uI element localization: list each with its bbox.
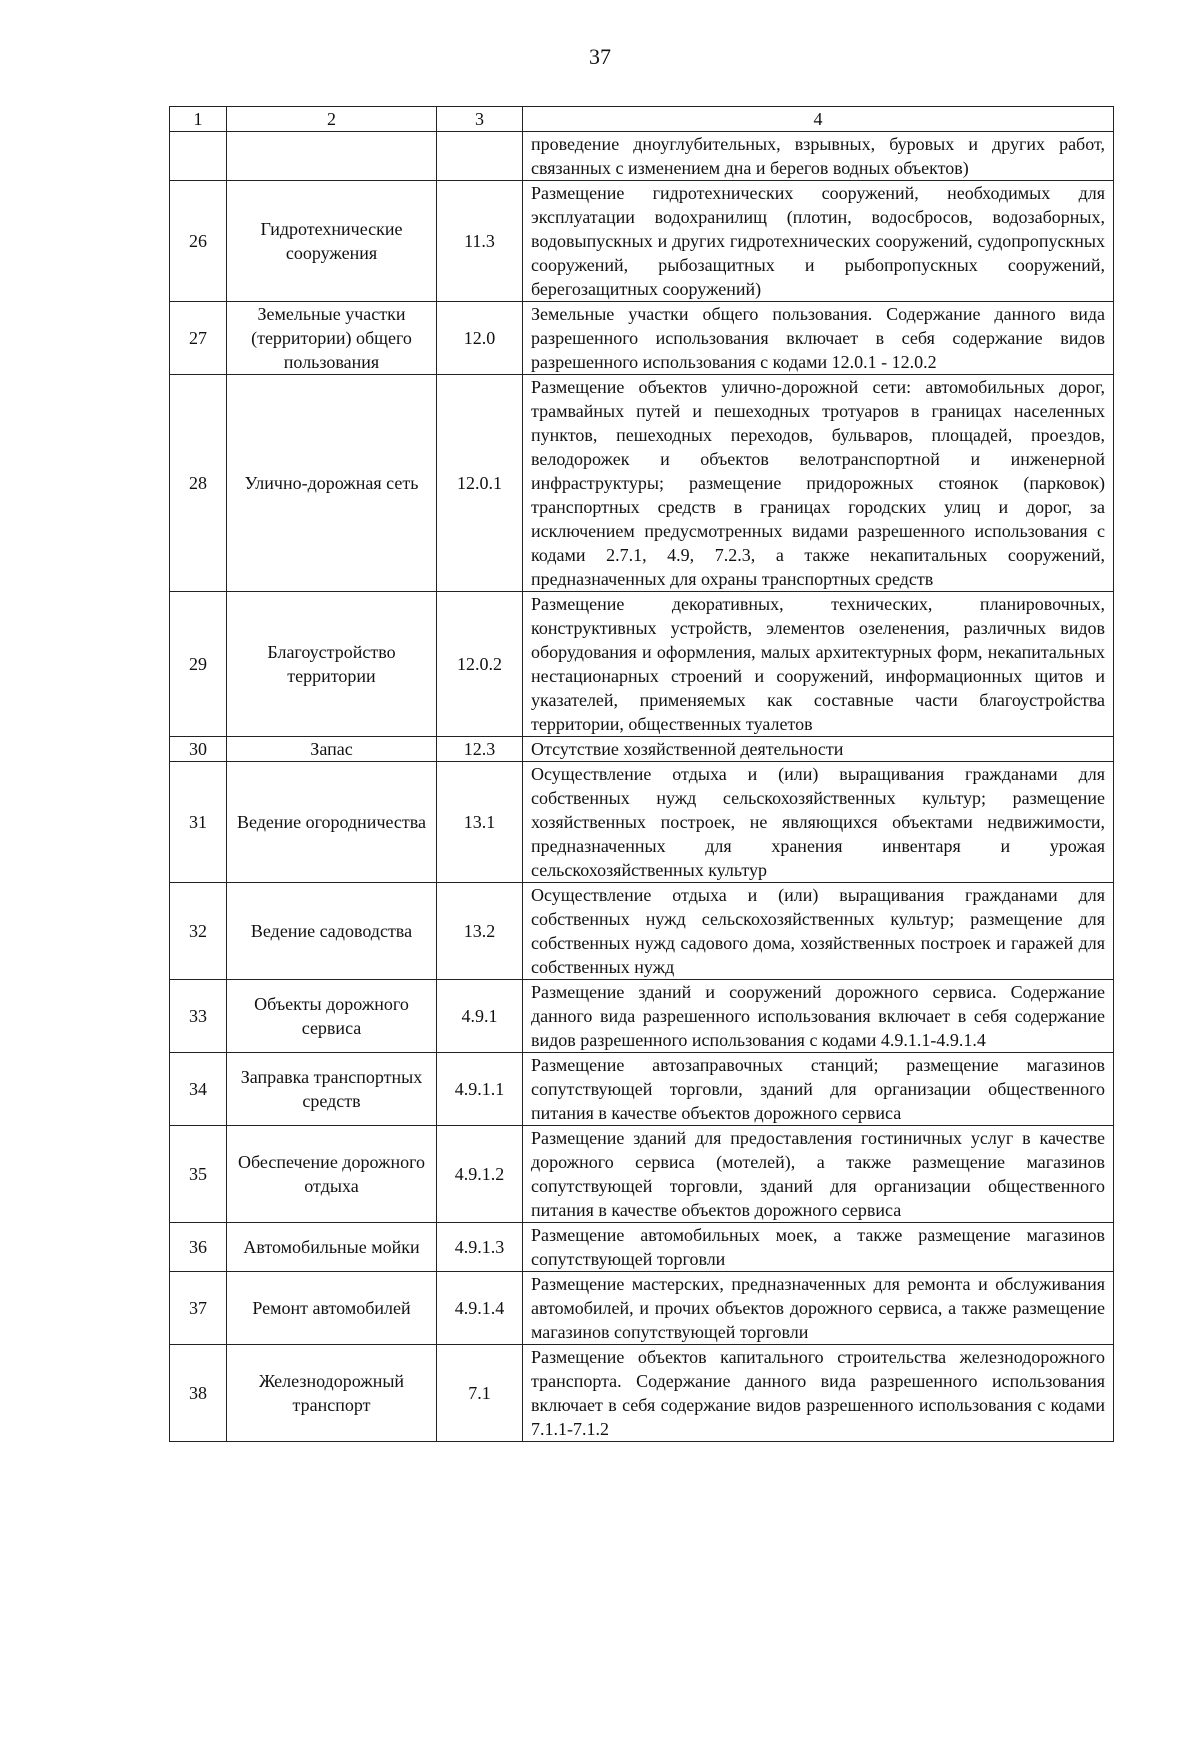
land-use-code-cell: 4.9.1.4 <box>437 1272 523 1345</box>
land-use-description-cell: Размещение зданий и сооружений дорожного сервиса. Содержание данного вида разрешенного использования включает в себя содержание видов разрешенного использования с кодами 4.9.1.1-4.9.1.4 <box>523 980 1114 1053</box>
land-use-name-cell: Автомобильные мойки <box>227 1223 437 1272</box>
land-use-name-cell: Гидротехнические сооружения <box>227 181 437 302</box>
row-number-cell: 33 <box>170 980 227 1053</box>
land-use-name-cell: Земельные участки (территории) общего пользования <box>227 302 437 375</box>
table-row <box>170 737 1114 762</box>
row-number-cell: 30 <box>170 737 227 762</box>
land-use-description-cell: Размещение зданий для предоставления гостиничных услуг в качестве дорожного сервиса (мотелей), а также размещение магазинов сопутствующей торговли, зданий для организации общественного питания в качестве объектов дорожного сервиса <box>523 1126 1114 1223</box>
land-use-code-cell: 13.2 <box>437 883 523 980</box>
land-use-name-cell <box>227 132 437 181</box>
land-use-description-cell: Размещение автозаправочных станций; размещение магазинов сопутствующей торговли, зданий для организации общественного питания в качестве объектов дорожного сервиса <box>523 1053 1114 1126</box>
row-number-cell <box>170 132 227 181</box>
land-use-code-cell: 12.0.1 <box>437 375 523 592</box>
land-use-description-cell: Размещение гидротехнических сооружений, необходимых для эксплуатации водохранилищ (плотин, водосбросов, водозаборных, водовыпускных и других гидротехнических сооружений, судопропускных сооружений, рыбозащитных и рыбопропускных сооружений, берегозащитных сооружений) <box>523 181 1114 302</box>
table-header-row <box>170 107 1114 132</box>
row-number-cell: 36 <box>170 1223 227 1272</box>
land-use-table <box>169 106 1114 1442</box>
land-use-code-cell: 11.3 <box>437 181 523 302</box>
land-use-code-cell: 4.9.1.2 <box>437 1126 523 1223</box>
land-use-description-cell: Осуществление отдыха и (или) выращивания гражданами для собственных нужд сельскохозяйственных культур; размещение для собственных нужд садового дома, хозяйственных построек и гаражей для собственных нужд <box>523 883 1114 980</box>
land-use-name-cell: Ведение огородничества <box>227 762 437 883</box>
column-header: 3 <box>437 107 523 132</box>
table-row <box>170 1345 1114 1442</box>
table-row <box>170 302 1114 375</box>
row-number-cell: 31 <box>170 762 227 883</box>
table-row <box>170 1272 1114 1345</box>
table-row <box>170 1223 1114 1272</box>
land-use-name-cell: Благоустройство территории <box>227 592 437 737</box>
land-use-code-cell: 4.9.1 <box>437 980 523 1053</box>
land-use-description-cell: Отсутствие хозяйственной деятельности <box>523 737 1114 762</box>
land-use-name-cell: Объекты дорожного сервиса <box>227 980 437 1053</box>
page-number: 37 <box>589 44 611 69</box>
row-number-cell: 32 <box>170 883 227 980</box>
land-use-code-cell: 7.1 <box>437 1345 523 1442</box>
table-row <box>170 980 1114 1053</box>
land-use-description-cell: проведение дноуглубительных, взрывных, буровых и других работ, связанных с изменением дна и берегов водных объектов) <box>523 132 1114 181</box>
row-number-cell: 35 <box>170 1126 227 1223</box>
land-use-name-cell: Железнодорожный транспорт <box>227 1345 437 1442</box>
land-use-name-cell: Улично-дорожная сеть <box>227 375 437 592</box>
land-use-code-cell: 12.0.2 <box>437 592 523 737</box>
land-use-name-cell: Ремонт автомобилей <box>227 1272 437 1345</box>
land-use-code-cell: 13.1 <box>437 762 523 883</box>
row-number-cell: 27 <box>170 302 227 375</box>
table-row <box>170 762 1114 883</box>
land-use-name-cell: Обеспечение дорожного отдыха <box>227 1126 437 1223</box>
land-use-description-cell: Размещение мастерских, предназначенных для ремонта и обслуживания автомобилей, и прочих объектов дорожного сервиса, а также размещение магазинов сопутствующей торговли <box>523 1272 1114 1345</box>
land-use-description-cell: Размещение объектов капитального строительства железнодорожного транспорта. Содержание данного вида разрешенного использования включает в себя содержание видов разрешенного использования с кодами 7.1.1-7.1.2 <box>523 1345 1114 1442</box>
land-use-description-cell: Размещение автомобильных моек, а также размещение магазинов сопутствующей торговли <box>523 1223 1114 1272</box>
table-row <box>170 592 1114 737</box>
table-row <box>170 181 1114 302</box>
table-body <box>170 132 1114 1442</box>
row-number-cell: 38 <box>170 1345 227 1442</box>
land-use-name-cell: Заправка транспортных средств <box>227 1053 437 1126</box>
table-row <box>170 1053 1114 1126</box>
column-header: 2 <box>227 107 437 132</box>
land-use-code-cell: 4.9.1.3 <box>437 1223 523 1272</box>
row-number-cell: 34 <box>170 1053 227 1126</box>
land-use-code-cell: 12.0 <box>437 302 523 375</box>
table-row <box>170 883 1114 980</box>
table-row <box>170 375 1114 592</box>
row-number-cell: 29 <box>170 592 227 737</box>
land-use-name-cell: Ведение садоводства <box>227 883 437 980</box>
land-use-description-cell: Размещение объектов улично-дорожной сети: автомобильных дорог, трамвайных путей и пешеходных тротуаров в границах населенных пунктов, пешеходных переходов, бульваров, площадей, проездов, велодорожек и объектов велотранспортной и инженерной инфраструктуры; размещение придорожных стоянок (парковок) транспортных средств в границах городских улиц и дорог, за исключением предусмотренных видами разрешенного использования с кодами 2.7.1, 4.9, 7.2.3, а также некапитальных сооружений, предназначенных для охраны транспортных средств <box>523 375 1114 592</box>
table-row <box>170 132 1114 181</box>
table-row <box>170 1126 1114 1223</box>
row-number-cell: 37 <box>170 1272 227 1345</box>
row-number-cell: 28 <box>170 375 227 592</box>
land-use-description-cell: Размещение декоративных, технических, планировочных, конструктивных устройств, элементов озеленения, различных видов оборудования и оформления, малых архитектурных форм, некапитальных нестационарных строений и сооружений, информационных щитов и указателей, применяемых как составные части благоустройства территории, общественных туалетов <box>523 592 1114 737</box>
land-use-name-cell: Запас <box>227 737 437 762</box>
column-header: 1 <box>170 107 227 132</box>
land-use-description-cell: Земельные участки общего пользования. Содержание данного вида разрешенного использования включает в себя содержание видов разрешенного использования с кодами 12.0.1 - 12.0.2 <box>523 302 1114 375</box>
land-use-description-cell: Осуществление отдыха и (или) выращивания гражданами для собственных нужд сельскохозяйственных культур; размещение хозяйственных построек, не являющихся объектами недвижимости, предназначенных для хранения инвентаря и урожая сельскохозяйственных культур <box>523 762 1114 883</box>
land-use-code-cell <box>437 132 523 181</box>
column-header: 4 <box>523 107 1114 132</box>
land-use-code-cell: 12.3 <box>437 737 523 762</box>
land-use-code-cell: 4.9.1.1 <box>437 1053 523 1126</box>
row-number-cell: 26 <box>170 181 227 302</box>
